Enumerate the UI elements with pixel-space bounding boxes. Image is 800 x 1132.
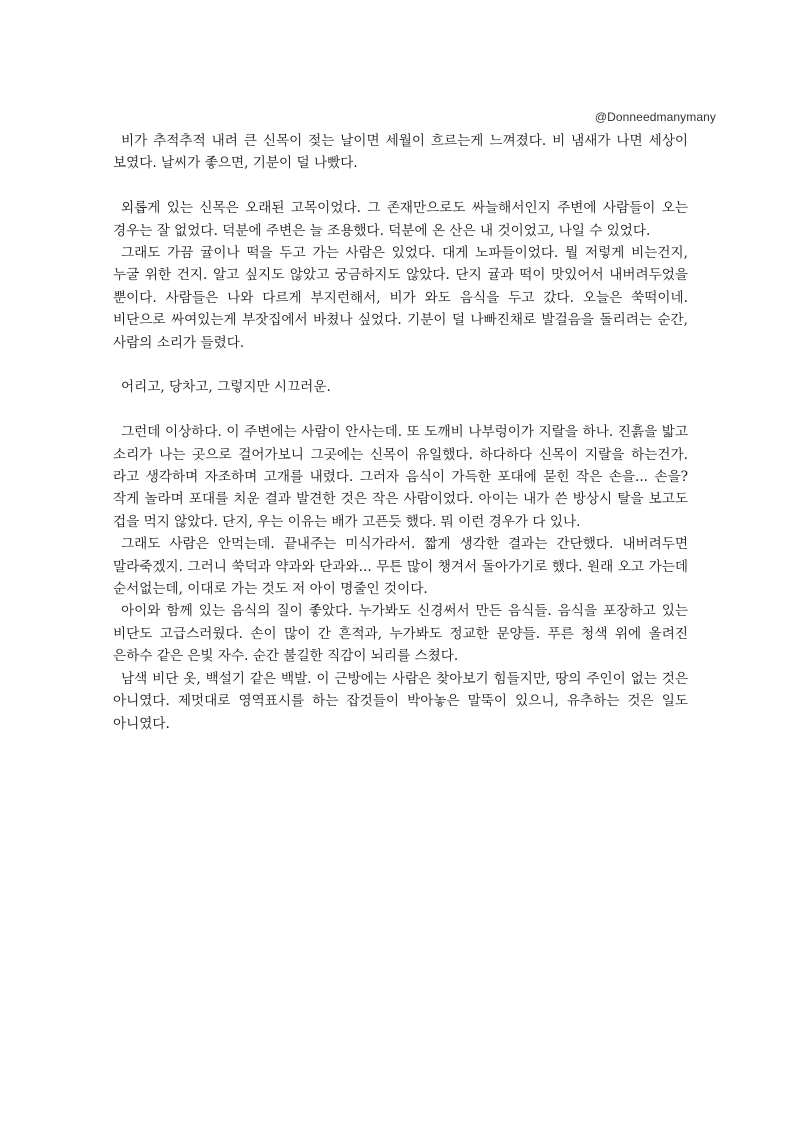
paragraph-1: 비가 추적추적 내려 큰 신목이 젖는 날이면 세월이 흐르는게 느껴졌다. 비 냄새가 나면 세상이 보였다. 날씨가 좋으면, 기분이 덜 나빴다. [113, 133, 688, 172]
paragraph-6: 그래도 사람은 안먹는데. 끝내주는 미식가라서. 짧게 생각한 결과는 간단했다. 내버려두면 말라죽겠지. 그러니 쑥덕과 약과와 단과와... 무튼 많이 챙겨서 돌아가기로 했다. 원래 오고 가는데 순서없는데, 이대로 가는 것도 저 아이 명줄인 것이다. [113, 536, 688, 598]
paragraph-2: 외롭게 있는 신목은 오래된 고목이었다. 그 존재만으로도 싸늘해서인지 주변에 사람들이 오는 경우는 잘 없었다. 덕분에 주변은 늘 조용했다. 덕분에 온 산은 내 것이었고, 나일 수 있었다. [113, 200, 688, 239]
author-handle: @Donneedmanymany [594, 110, 716, 124]
paragraph-5: 그런데 이상하다. 이 주변에는 사람이 안사는데. 또 도깨비 나부렁이가 지랄을 하나. 진흙을 밟고 소리가 나는 곳으로 걸어가보니 그곳에는 신목이 유일했다. 하다하다 신목이 지랄을 하는건가. 라고 생각하며 자조하며 고개를 내렸다. 그러자 음식이 가득한 포대에 묻힌 작은 손을... 손을? 작게 놀라며 포대를 치운 결과 발견한 것은 작은 사람이었다. 아이는 내가 쓴 방상시 탈을 보고도 겁을 먹지 않았다. 단지, 우는 이유는 배가 고픈듯 했다. 뭐 이런 경우가 다 있나. [113, 424, 688, 530]
paragraph-gap [113, 399, 688, 421]
paragraph-3: 그래도 가끔 귤이나 떡을 두고 가는 사람은 있었다. 대게 노파들이었다. 뭘 저렇게 비는건지, 누굴 위한 건지. 알고 싶지도 않았고 궁금하지도 않았다. 단지 귤과 떡이 맛있어서 내버려두었을 뿐이다. 사람들은 나와 다르게 부지런해서, 비가 와도 음식을 두고 갔다. 오늘은 쑥떡이네. 비단으로 싸여있는게 부잣집에서 바쳤나 싶었다. 기분이 덜 나빠진채로 발걸음을 돌리려는 순간, 사람의 소리가 들렸다. [113, 245, 688, 351]
paragraph-8: 남색 비단 옷, 백설기 같은 백발. 이 근방에는 사람은 찾아보기 힘들지만, 땅의 주인이 없는 것은 아니였다. 제멋대로 영역표시를 하는 잡것들이 박아놓은 말뚝이 있으니, 유추하는 것은 일도 아니였다. [113, 670, 688, 732]
paragraph-4: 어리고, 당차고, 그렇지만 시끄러운. [121, 379, 331, 396]
paragraph-gap [113, 354, 688, 376]
paragraph-7: 아이와 함께 있는 음식의 질이 좋았다. 누가봐도 신경써서 만든 음식들. 음식을 포장하고 있는 비단도 고급스러웠다. 손이 많이 간 흔적과, 누가봐도 정교한 문양들. 푸른 청색 위에 올려진 은하수 같은 은빛 자수. 순간 불길한 직감이 뇌리를 스쳤다. [113, 603, 688, 665]
story-body [113, 130, 688, 735]
paragraph-gap [113, 175, 688, 197]
